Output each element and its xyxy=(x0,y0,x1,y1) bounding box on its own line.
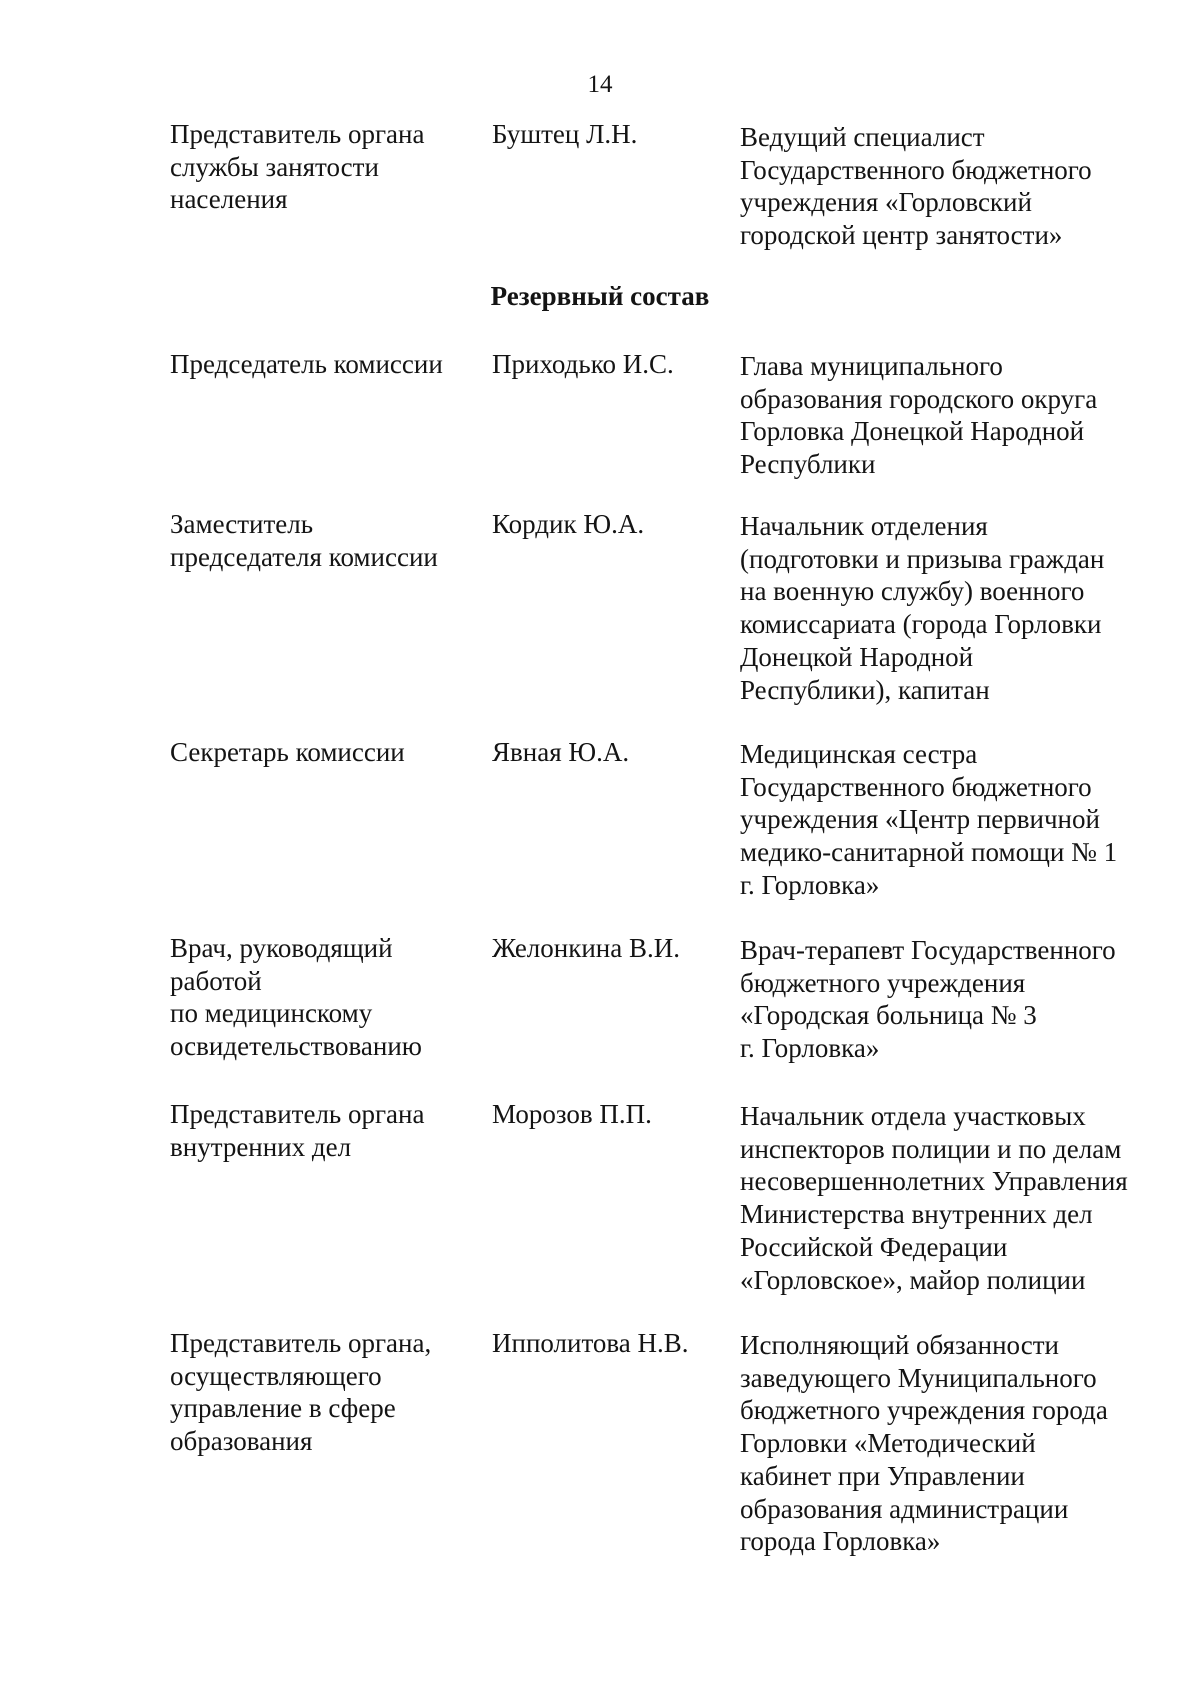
member-position-line: г. Горловка» xyxy=(740,1033,880,1064)
member-position xyxy=(740,934,1170,1065)
member-position xyxy=(740,121,1170,252)
member-position-line: кабинет при Управлении xyxy=(740,1460,1025,1491)
member-position-line: бюджетного учреждения города xyxy=(740,1395,1108,1426)
member-position-line: Начальник отделения xyxy=(740,511,988,541)
member-position-line: бюджетного учреждения xyxy=(740,967,1026,998)
member-position xyxy=(740,1100,1170,1296)
member-position-line: Врач-терапевт Государственного xyxy=(740,935,1116,965)
member-position-line: Начальник отдела участковых xyxy=(740,1101,1086,1131)
member-name: Буштец Л.Н. xyxy=(492,119,638,149)
member-role-line: образования xyxy=(170,1426,313,1457)
member-role-line: Представитель органа, xyxy=(170,1328,432,1358)
member-position-line: «Горловское», майор полиции xyxy=(740,1264,1086,1295)
member-position-line: учреждения «Центр первичной xyxy=(740,804,1100,835)
member-role-line: Врач, руководящий xyxy=(170,933,393,963)
member-position-line: на военную службу) военного xyxy=(740,576,1085,607)
member-position-line: образования администрации xyxy=(740,1493,1069,1524)
member-position-line: Донецкой Народной xyxy=(740,641,974,672)
member-position xyxy=(740,350,1170,481)
member-position-line: Государственного бюджетного xyxy=(740,154,1092,185)
reserve-heading: Резервный состав xyxy=(490,281,710,311)
member-position-line: медико-санитарной помощи № 1 xyxy=(740,837,1118,868)
member-position xyxy=(740,738,1170,902)
member-position-line: инспекторов полиции и по делам xyxy=(740,1133,1122,1164)
member-position-line: Республики xyxy=(740,449,876,480)
member-role-line: Председатель комиссии xyxy=(170,349,443,379)
member-role-line: работой xyxy=(170,965,262,996)
member-position-line: заведующего Муниципального xyxy=(740,1362,1097,1393)
member-position-line: Горловка Донецкой Народной xyxy=(740,416,1085,447)
member-name: Ипполитова Н.В. xyxy=(492,1328,689,1358)
member-role xyxy=(170,508,470,573)
member-position xyxy=(740,510,1170,706)
member-position-line: г. Горловка» xyxy=(740,869,880,900)
member-role-line: Заместитель xyxy=(170,509,314,539)
member-role-line: службы занятости xyxy=(170,151,379,182)
member-role xyxy=(170,118,470,216)
member-position-line: города Горловка» xyxy=(740,1526,941,1557)
member-role-line: населения xyxy=(170,184,288,215)
member-position-line: Горловки «Методический xyxy=(740,1428,1036,1459)
page-number: 14 xyxy=(587,71,613,98)
member-role-line: председателя комиссии xyxy=(170,541,438,572)
member-role-line: управление в сфере xyxy=(170,1393,396,1424)
member-position-line: образования городского округа xyxy=(740,383,1098,414)
member-position-line: учреждения «Горловский xyxy=(740,187,1032,218)
member-position-line: Республики), капитан xyxy=(740,674,990,705)
member-role xyxy=(170,1098,470,1163)
member-role-line: Секретарь комиссии xyxy=(170,737,405,767)
member-position-line: Ведущий специалист xyxy=(740,122,985,152)
member-position-line: комиссариата (города Горловки xyxy=(740,609,1102,640)
member-role xyxy=(170,348,470,381)
member-role-line: Представитель органа xyxy=(170,119,425,149)
member-name: Приходько И.С. xyxy=(492,349,674,379)
member-role xyxy=(170,1327,470,1458)
member-position-line: Государственного бюджетного xyxy=(740,771,1092,802)
member-role-line: освидетельствованию xyxy=(170,1031,422,1062)
member-role-line: внутренних дел xyxy=(170,1131,352,1162)
member-position-line: Российской Федерации xyxy=(740,1231,1008,1262)
member-role-line: Представитель органа xyxy=(170,1099,425,1129)
member-role xyxy=(170,736,470,769)
member-position-line: (подготовки и призыва граждан xyxy=(740,543,1105,574)
member-position-line: Медицинская сестра xyxy=(740,739,978,769)
member-name: Кордик Ю.А. xyxy=(492,509,645,539)
member-name: Морозов П.П. xyxy=(492,1099,652,1129)
member-role-line: по медицинскому xyxy=(170,998,373,1029)
member-role xyxy=(170,932,470,1063)
member-position-line: городской центр занятости» xyxy=(740,220,1063,251)
member-position-line: Министерства внутренних дел xyxy=(740,1199,1093,1230)
member-position-line: Глава муниципального xyxy=(740,351,1003,381)
member-name: Желонкина В.И. xyxy=(492,933,680,963)
member-name: Явная Ю.А. xyxy=(492,737,630,767)
member-position-line: несовершеннолетних Управления xyxy=(740,1166,1128,1197)
member-role-line: осуществляющего xyxy=(170,1360,382,1391)
member-position xyxy=(740,1329,1170,1558)
member-position-line: «Городская больница № 3 xyxy=(740,1000,1037,1031)
member-position-line: Исполняющий обязанности xyxy=(740,1330,1059,1360)
